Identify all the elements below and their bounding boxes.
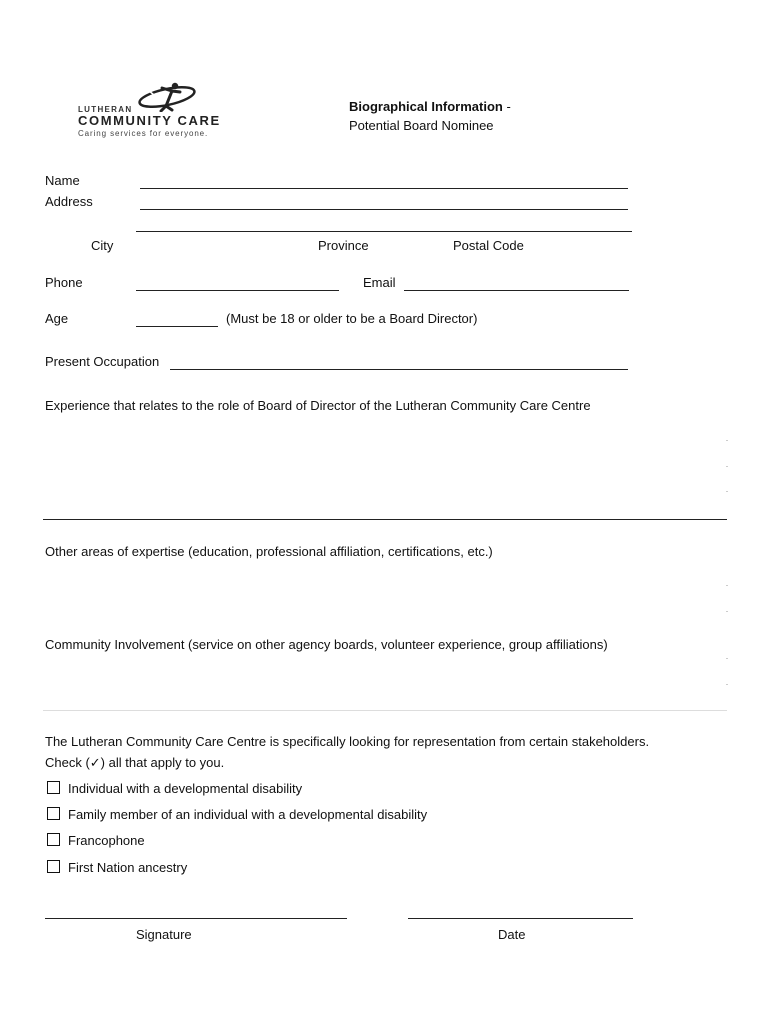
expertise-answer-area[interactable] [45,566,727,632]
form-title-dash: - [502,99,511,114]
occupation-field[interactable] [170,369,628,370]
age-field[interactable] [136,326,218,327]
occupation-label: Present Occupation [45,354,160,369]
address-field-1[interactable] [140,209,628,210]
margin-mark [726,466,728,467]
margin-mark [726,440,728,441]
section-divider-light [43,710,727,711]
section-divider [43,519,727,520]
community-answer-area[interactable] [45,658,727,706]
name-field[interactable] [140,188,628,189]
checkbox-family-member[interactable] [47,807,60,820]
phone-field[interactable] [136,290,339,291]
form-title-bold: Biographical Information [349,99,503,114]
logo-tagline: Caring services for everyone. [78,129,209,138]
logo-line1: LUTHERAN [78,105,133,114]
margin-mark [726,658,728,659]
margin-mark [726,491,728,492]
margin-mark [726,611,728,612]
date-label: Date [498,927,526,942]
checkbox-first-nation[interactable] [47,860,60,873]
phone-label: Phone [45,275,83,290]
city-label: City [91,238,114,253]
stakeholder-instruction: Check (✓) all that apply to you. [45,755,225,770]
experience-prompt: Experience that relates to the role of Board of Director of the Lutheran Community Care Centre [45,398,591,413]
option-label: First Nation ancestry [68,860,188,875]
province-label: Province [318,238,369,253]
signature-field[interactable] [45,918,347,919]
form-title [349,99,511,115]
checkbox-francophone[interactable] [47,833,60,846]
margin-mark [726,684,728,685]
age-requirement-note: (Must be 18 or older to be a Board Director) [226,311,478,326]
date-field[interactable] [408,918,633,919]
logo-figure-icon [136,82,198,112]
logo-line2: COMMUNITY CARE [78,113,221,128]
option-label: Individual with a developmental disability [68,781,303,796]
email-label: Email [363,275,396,290]
address-label: Address [45,194,93,209]
margin-mark [726,585,728,586]
email-field[interactable] [404,290,629,291]
address-field-2[interactable] [136,231,632,232]
experience-answer-area[interactable] [45,420,727,516]
signature-label: Signature [136,927,192,942]
stakeholder-intro: The Lutheran Community Care Centre is specifically looking for representation from certain stakeholders. [45,734,650,749]
community-prompt: Community Involvement (service on other agency boards, volunteer experience, group affiliations) [45,637,608,652]
checkbox-developmental-disability[interactable] [47,781,60,794]
postal-code-label: Postal Code [453,238,524,253]
age-label: Age [45,311,69,326]
organization-logo [78,82,238,140]
expertise-prompt: Other areas of expertise (education, professional affiliation, certifications, etc.) [45,544,493,559]
option-label: Francophone [68,833,145,848]
name-label: Name [45,173,80,188]
form-subtitle: Potential Board Nominee [349,118,494,133]
option-label: Family member of an individual with a developmental disability [68,807,428,822]
